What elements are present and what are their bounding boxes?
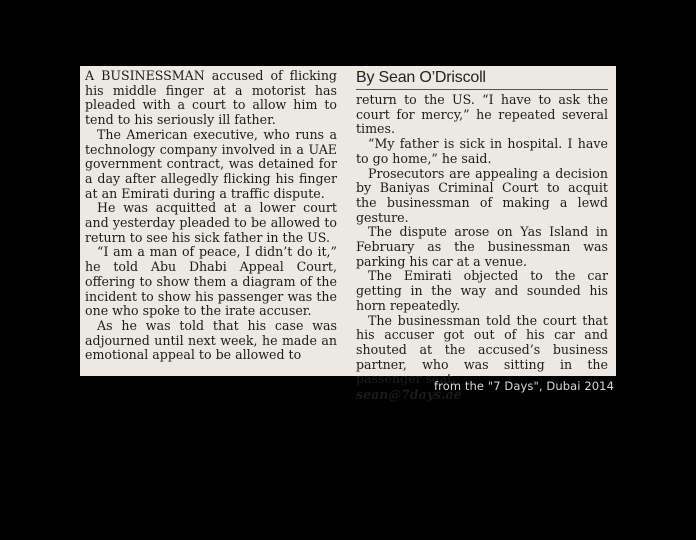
article-right-column (356, 69, 608, 403)
article-left-column (85, 69, 337, 363)
article-paragraph: return to the US. “I have to ask the court for mercy,” he repeated several times. (356, 92, 608, 137)
article-paragraph: The American executive, who runs a technology company involved in a UAE government contract, was detained for a day after allegedly flicking his finger at an Emirati during a traffic dispute. (85, 126, 337, 201)
article-paragraph: Prosecutors are appealing a decision by Baniyas Criminal Court to acquit the businessman of making a lewd gesture. (356, 165, 608, 225)
article-paragraph: The businessman told the court that his accuser got out of his car and shouted at the accused’s business partner, who was sitting in the passenger seat. (356, 312, 608, 387)
article-paragraph: As he was told that his case was adjourned until next week, he made an emotional appeal to be allowed to (85, 317, 337, 363)
article-paragraph: “My father is sick in hospital. I have to go home,” he said. (356, 136, 608, 166)
author-email: sean@7days.ae (356, 387, 462, 403)
article-byline: By Sean O’Driscoll (356, 69, 608, 90)
article-paragraph: The dispute arose on Yas Island in February as the businessman was parking his car at a venue. (356, 224, 608, 269)
article-paragraph: “I am a man of peace, I didn’t do it,” he told Abu Dhabi Appeal Court, offering to show them a diagram of the incident to show his passenger was the one who spoke to the irate accuser. (85, 244, 337, 319)
article-paragraph: A BUSINESSMAN accused of flicking his middle finger at a motorist has pleaded with a court to allow him to tend to his seriously ill father. (85, 68, 337, 128)
article-paragraph: The Emirati objected to the car getting in the way and sounded his horn repeatedly. (356, 268, 608, 313)
article-paragraph: He was acquitted at a lower court and yesterday pleaded to be allowed to return to see his sick father in the US. (85, 200, 337, 245)
source-caption: from the "7 Days", Dubai 2014 (433, 379, 614, 393)
